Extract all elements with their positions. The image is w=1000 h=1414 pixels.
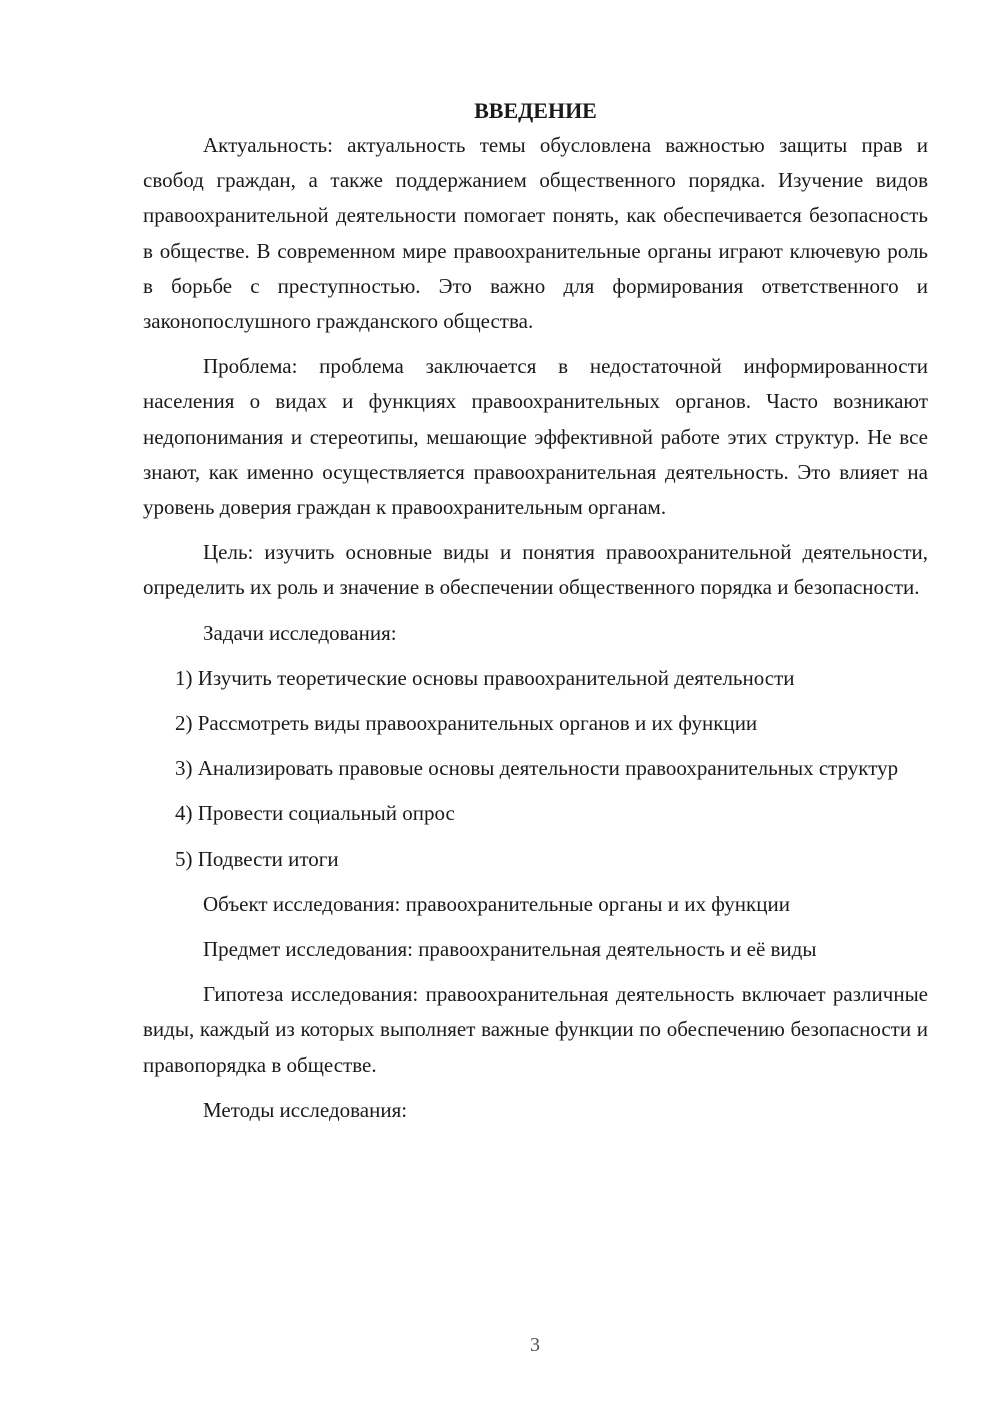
- goal-paragraph: Цель: изучить основные виды и понятия правоохранительной деятельности, определить их роль и значение в обеспечении общественного порядка и безопасности.: [143, 540, 928, 600]
- subject-paragraph: Предмет исследования: правоохранительная деятельность и её виды: [203, 937, 817, 962]
- object-paragraph: Объект исследования: правоохранительные органы и их функции: [203, 891, 790, 916]
- relevance-paragraph: Актуальность: актуальность темы обусловлена важностью защиты прав и свобод граждан, а также поддержанием общественного порядка. Изучение видов правоохранительной деятельности помогает понять, как обеспечивается безопасность в обществе. В современном мире правоохранительные органы играют ключевую роль в борьбе с преступностью. Это важно для формирования ответственного и законопослушного гражданского общества.: [143, 133, 928, 334]
- section-title: ВВЕДЕНИЕ: [474, 98, 597, 123]
- task-item: 2) Рассмотреть виды правоохранительных органов и их функции: [175, 711, 758, 736]
- tasks-heading: Задачи исследования:: [203, 620, 397, 645]
- hypothesis-paragraph: Гипотеза исследования: правоохранительная деятельность включает различные виды, каждый из которых выполняет важные функции по обеспечению безопасности и правопорядка в обществе.: [143, 982, 928, 1077]
- page-number: 3: [530, 1334, 540, 1356]
- task-item: 1) Изучить теоретические основы правоохранительной деятельности: [175, 665, 795, 690]
- problem-paragraph: Проблема: проблема заключается в недостаточной информированности населения о видах и функциях правоохранительных органов. Часто возникают недопонимания и стереотипы, мешающие эффективной работе этих структур. Не все знают, как именно осуществляется правоохранительная деятельность. Это влияет на уровень доверия граждан к правоохранительным органам.: [143, 354, 928, 520]
- task-item: 3) Анализировать правовые основы деятельности правоохранительных структур: [175, 756, 899, 781]
- task-item: 4) Провести социальный опрос: [175, 801, 455, 826]
- document-page: [143, 93, 928, 1128]
- methods-heading: Методы исследования:: [203, 1097, 408, 1122]
- task-item: 5) Подвести итоги: [175, 846, 339, 871]
